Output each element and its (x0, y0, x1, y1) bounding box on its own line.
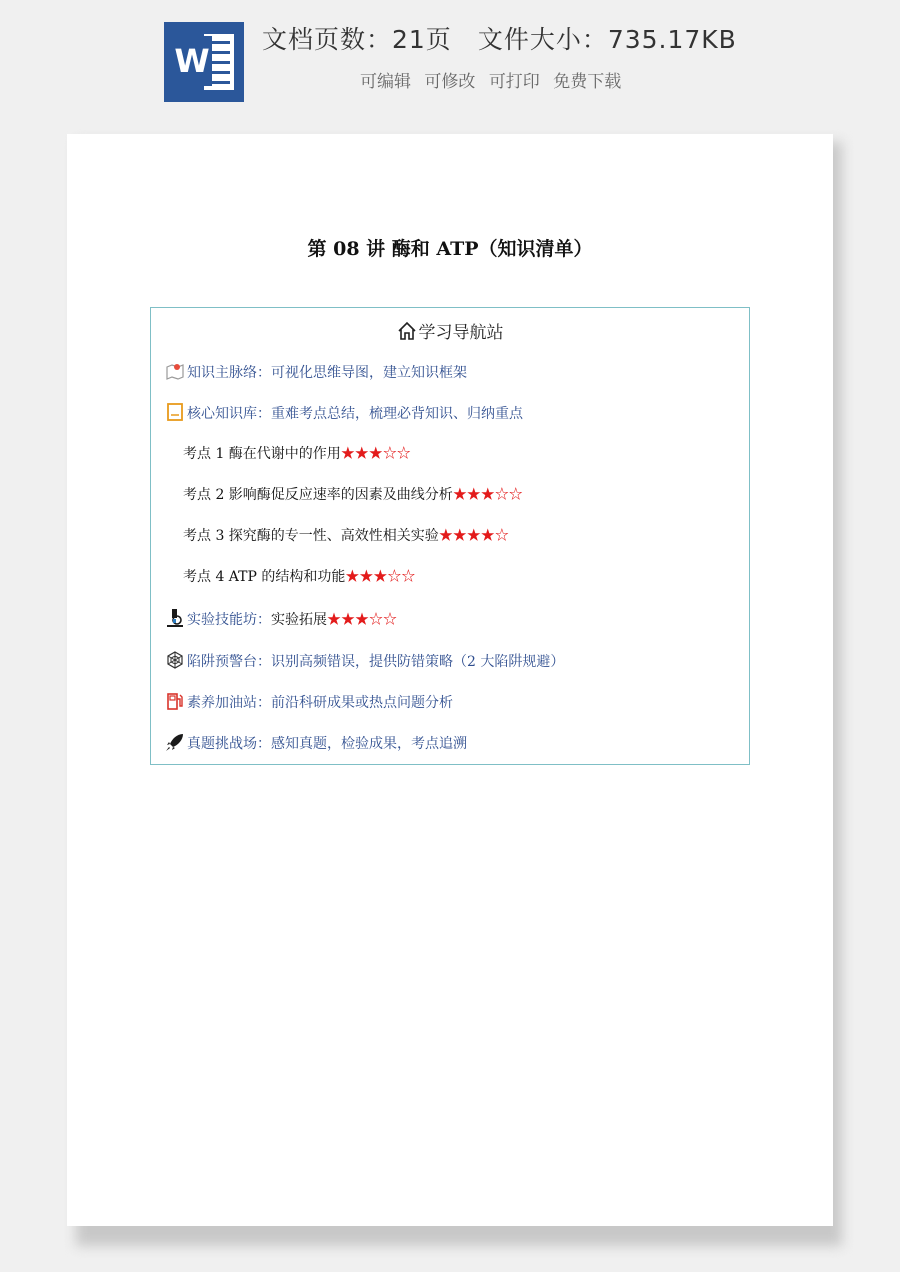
feature-editable: 可编辑 (360, 72, 411, 92)
feature-printable: 可打印 (488, 72, 540, 92)
word-logo-icon (164, 22, 244, 102)
point-1: 考点 1 酶在代谢中的作用★★★☆☆ (183, 446, 411, 462)
rating-stars: ★★★ (340, 446, 383, 462)
nav-item-mindmap: 知识主脉络：可视化思维导图，建立知识框架 (165, 361, 467, 383)
header (0, 0, 900, 120)
document-title: 第 08 讲 酶和 ATP（知识清单） (307, 238, 593, 260)
fuel-pump-icon (165, 691, 185, 711)
file-size: 文件大小：735.17KB (477, 25, 737, 54)
nav-item-fuel: 素养加油站：前沿科研成果或热点问题分析 (165, 691, 453, 713)
rating-stars: ★★★ (345, 569, 388, 585)
nav-item-core: 核心知识库：重难考点总结，梳理必背知识、归纳重点 (165, 402, 523, 424)
word-logo-letter: W (172, 36, 212, 86)
nav-item-traps: 陷阱预警台：识别高频错误，提供防错策略（2 大陷阱规避） (165, 650, 564, 672)
microscope-icon (165, 608, 185, 628)
home-icon (397, 321, 417, 341)
feature-free-download: 免费下载 (553, 72, 622, 92)
book-icon (165, 402, 185, 422)
rating-stars: ★★★★ (438, 528, 495, 544)
point-4: 考点 4 ATP 的结构和功能★★★☆☆ (183, 569, 416, 585)
study-nav-box (150, 307, 750, 765)
feature-modifiable: 可修改 (424, 72, 476, 92)
rocket-icon (165, 732, 185, 752)
nav-item-exam: 真题挑战场：感知真题，检验成果，考点追溯 (165, 732, 467, 754)
point-2: 考点 2 影响酶促反应速率的因素及曲线分析★★★☆☆ (183, 487, 523, 503)
nav-item-lab: 实验技能坊：实验拓展★★★☆☆ (165, 608, 397, 630)
page-count: 文档页数：21页 (262, 25, 452, 54)
file-info (262, 20, 822, 56)
nav-heading (151, 318, 749, 343)
rating-stars: ★★★ (452, 487, 495, 503)
document-page (67, 134, 833, 1226)
spider-web-icon (165, 650, 185, 670)
point-3: 考点 3 探究酶的专一性、高效性相关实验★★★★☆ (183, 528, 509, 544)
feature-list (360, 67, 629, 92)
map-pin-icon (165, 361, 185, 381)
rating-stars: ★★★ (327, 612, 369, 628)
nav-heading-text: 学习导航站 (418, 323, 504, 343)
